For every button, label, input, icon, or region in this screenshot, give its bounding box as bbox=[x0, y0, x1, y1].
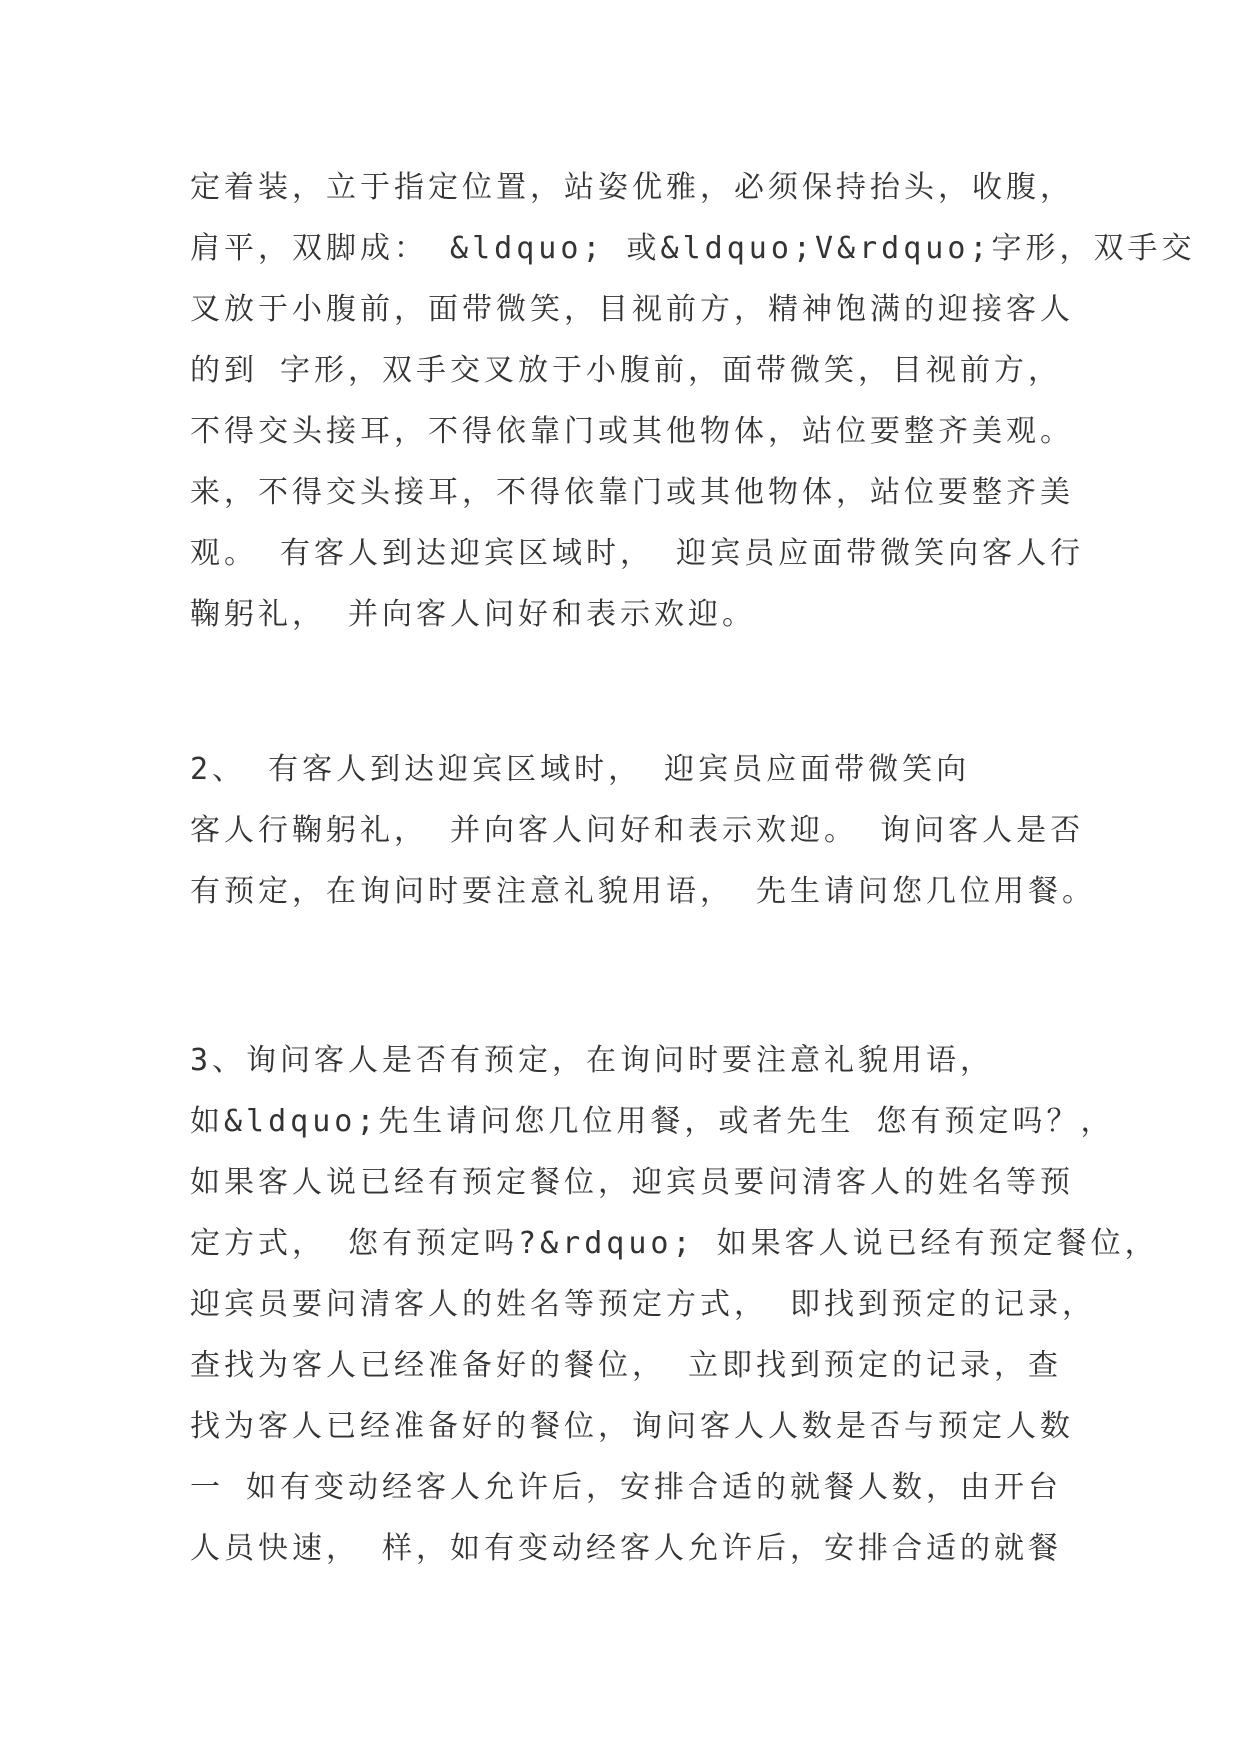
text-line: 2、 有客人到达迎宾区域时， 迎宾员应面带微笑向 bbox=[190, 752, 971, 787]
text-line: 一 如有变动经客人允许后，安排合适的就餐人数，由开台 bbox=[190, 1470, 1063, 1505]
text-line: 来，不得交头接耳，不得依靠门或其他物体，站位要整齐美 bbox=[190, 475, 1074, 510]
paragraph-3 bbox=[190, 1030, 1159, 1579]
text-line: 不得交头接耳，不得依靠门或其他物体，站位要整齐美观。 bbox=[190, 414, 1074, 449]
text-line: 肩平，双脚成： &ldquo; 或&ldquo;V&rdquo;字形，双手交 bbox=[190, 231, 1196, 266]
text-line: 鞠躬礼， 并向客人问好和表示欢迎。 bbox=[190, 597, 757, 632]
text-line: 叉放于小腹前，面带微笑，目视前方，精神饱满的迎接客人 bbox=[190, 292, 1074, 327]
text-line: 查找为客人已经准备好的餐位， 立即找到预定的记录，查 bbox=[190, 1348, 1063, 1383]
text-line: 人员快速， 样，如有变动经客人允许后，安排合适的就餐 bbox=[190, 1531, 1063, 1566]
text-line: 定方式， 您有预定吗?&rdquo; 如果客人说已经有预定餐位， bbox=[190, 1226, 1159, 1261]
text-line: 如果客人说已经有预定餐位，迎宾员要问清客人的姓名等预 bbox=[190, 1165, 1074, 1200]
text-line: 如&ldquo;先生请问您几位用餐，或者先生 您有预定吗？， bbox=[190, 1104, 1115, 1139]
text-line: 有预定，在询问时要注意礼貌用语， 先生请问您几位用餐。 bbox=[190, 874, 1097, 909]
text-line: 找为客人已经准备好的餐位，询问客人人数是否与预定人数 bbox=[190, 1409, 1074, 1444]
text-line: 观。 有客人到达迎宾区域时， 迎宾员应面带微笑向客人行 bbox=[190, 536, 1085, 571]
text-line: 迎宾员要问清客人的姓名等预定方式， 即找到预定的记录， bbox=[190, 1287, 1097, 1322]
text-line: 的到 字形，双手交叉放于小腹前，面带微笑，目视前方， bbox=[190, 353, 1063, 388]
paragraph-2 bbox=[190, 739, 1097, 922]
text-line: 3、询问客人是否有预定，在询问时要注意礼貌用语， bbox=[190, 1043, 995, 1078]
paragraph-1 bbox=[190, 157, 1196, 645]
text-line: 客人行鞠躬礼， 并向客人问好和表示欢迎。 询问客人是否 bbox=[190, 813, 1085, 848]
text-line: 定着装，立于指定位置，站姿优雅，必须保持抬头，收腹， bbox=[190, 170, 1074, 205]
